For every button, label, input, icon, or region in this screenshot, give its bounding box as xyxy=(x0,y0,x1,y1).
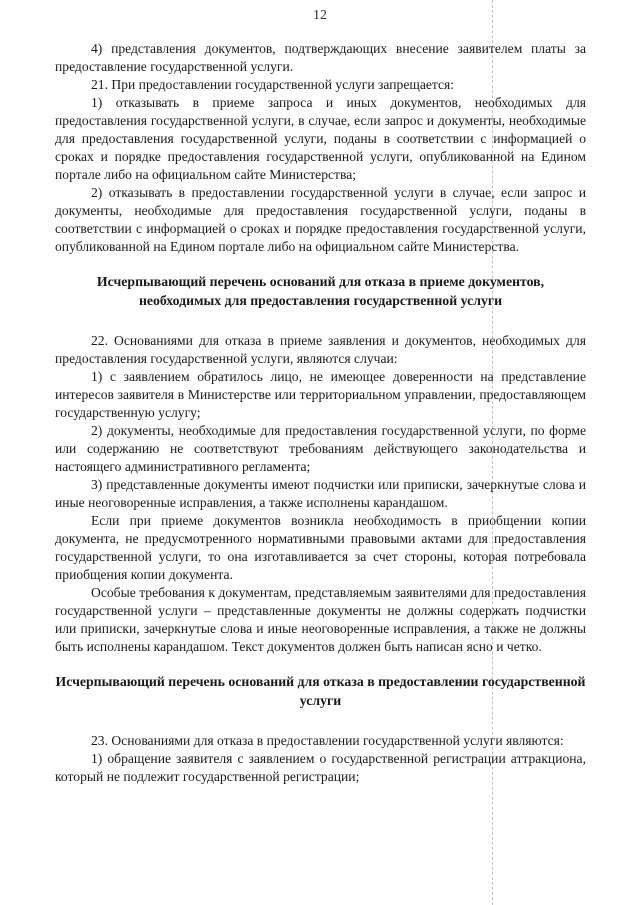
paragraph-copy-attachment: Если при приеме документов возникла необходимость в приобщении копии документа, не предусмотренного нормативными правовыми актами для предоставления государственной услуги, то она изготавливается за счет стороны, которая потребовала приобщения копии документа. xyxy=(55,513,586,582)
paragraph-special-requirements: Особые требования к документам, представляемым заявителями для предоставления государственной услуги – представленные документы не должны содержать подчистки или приписки, зачеркнутые слова и иные неоговоренные исправления, а также не должны быть исполнены карандашом. Текст документов должен быть написан ясно и четко. xyxy=(55,585,586,654)
page-number: 12 xyxy=(313,8,327,23)
document-body xyxy=(55,40,586,786)
section-heading-refusal-service: Исчерпывающий перечень оснований для отказа в предоставлении государственной услуги xyxy=(55,674,586,708)
paragraph-23: 23. Основаниями для отказа в предоставлении государственной услуги являются: xyxy=(91,733,564,748)
paragraph-23-item-1: 1) обращение заявителя с заявлением о государственной регистрации аттракциона, который не подлежит государственной регистрации; xyxy=(55,751,586,784)
paragraph-item-4: 4) представления документов, подтверждающих внесение заявителем платы за предоставление государственной услуги. xyxy=(55,41,586,74)
paragraph-22-item-3: 3) представленные документы имеют подчистки или приписки, зачеркнутые слова и иные неоговоренные исправления, а также исполнены карандашом. xyxy=(55,477,586,510)
section-heading-refusal-acceptance: Исчерпывающий перечень оснований для отказа в приеме документов, необходимых для предоставления государственной услуги xyxy=(96,274,545,308)
paragraph-22-item-1: 1) с заявлением обратилось лицо, не имеющее доверенности на представление интересов заявителя в Министерстве или территориальном управлении, предоставляющем государственную услугу; xyxy=(55,369,586,420)
paragraph-22-item-2: 2) документы, необходимые для предоставления государственной услуги, по форме или содержанию не соответствуют требованиям действующего законодательства и настоящего административного регламента; xyxy=(55,423,586,474)
paragraph-21-item-2: 2) отказывать в предоставлении государственной услуги в случае, если запрос и документы, необходимые для предоставления государственной услуги, поданы в соответствии с информацией о сроках и порядке предоставления государственной услуги, опубликованной на Едином портале либо на официальном сайте Министерства. xyxy=(55,185,586,254)
paragraph-21-item-1: 1) отказывать в приеме запроса и иных документов, необходимых для предоставления государственной услуги, в случае, если запрос и документы, необходимые для предоставления государственной услуги, поданы в соответствии с информацией о сроках и порядке предоставления государственной услуги, опубликованной на Едином портале либо на официальном сайте Министерства; xyxy=(55,95,586,182)
paragraph-22: 22. Основаниями для отказа в приеме заявления и документов, необходимых для предоставления государственной услуги, являются случаи: xyxy=(55,333,586,366)
paragraph-21: 21. При предоставлении государственной услуги запрещается: xyxy=(91,77,455,92)
